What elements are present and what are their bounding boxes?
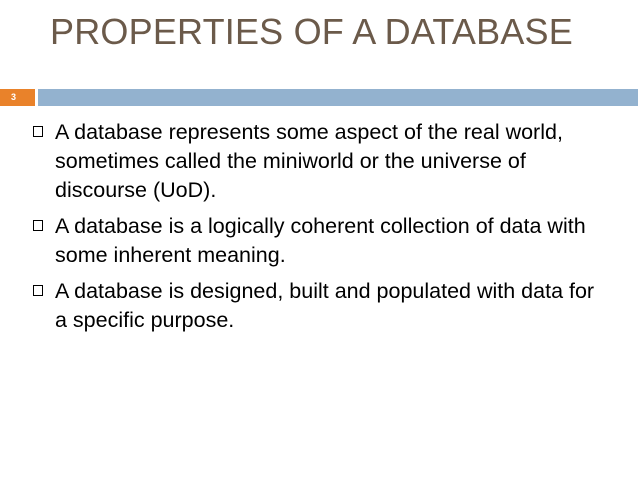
bullet-text: A database represents some aspect of the real world, sometimes called the miniworld or the universe of discourse (UoD). xyxy=(55,120,563,202)
bullet-item xyxy=(27,277,602,335)
empty-square-icon xyxy=(33,126,43,137)
slide-number-box xyxy=(0,89,35,106)
bullet-text: A database is a logically coherent collection of data with some inherent meaning. xyxy=(55,214,586,267)
title-bar xyxy=(38,89,638,106)
empty-square-icon xyxy=(33,220,43,231)
slide-title: PROPERTIES OF A DATABASE xyxy=(50,11,573,52)
slide-number: 3 xyxy=(11,92,17,102)
bullet-item xyxy=(27,212,602,270)
empty-square-icon xyxy=(33,285,43,296)
bullet-item xyxy=(27,118,602,205)
bullet-list xyxy=(27,118,602,342)
bullet-text: A database is designed, built and populated with data for a specific purpose. xyxy=(55,279,595,332)
